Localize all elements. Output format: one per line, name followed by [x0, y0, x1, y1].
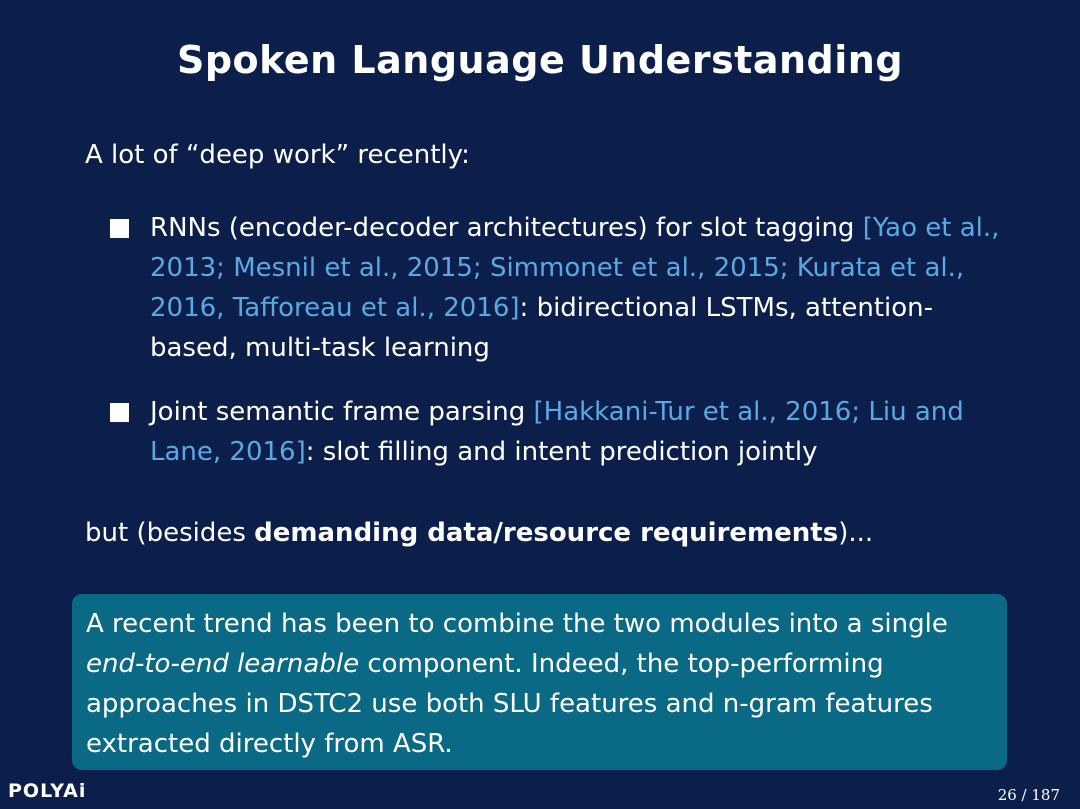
slide-title: Spoken Language Understanding	[176, 38, 904, 82]
square-bullet-icon	[110, 403, 129, 422]
citation-link[interactable]: [Yao et al., 2013; Mesnil et al., 2015; Simmonet et al., 2015; Kurata et al., 2016, Tafforeau et al., 2016]	[150, 213, 1000, 323]
bullet-item-joint-parsing	[110, 392, 1010, 472]
highlight-emphasis: end-to-end learnable	[86, 649, 360, 679]
but-line	[85, 518, 873, 548]
square-bullet-icon	[110, 219, 129, 238]
citation-link[interactable]: [Hakkani-Tur et al., 2016; Liu and Lane, 2016]	[150, 397, 964, 467]
bullet-item-rnns	[110, 208, 1010, 368]
bullet-text: Joint semantic frame parsing	[150, 397, 534, 427]
bullet-list	[110, 208, 1010, 472]
but-line-text-end: )...	[838, 518, 874, 548]
polyai-logo: POLYAi	[8, 780, 87, 802]
intro-text: A lot of “deep work” recently:	[85, 140, 470, 170]
but-line-bold: demanding data/resource requirements	[254, 518, 839, 548]
highlight-text-end: component. Indeed, the top-performing approaches in DSTC2 use both SLU features and n-gram features extracted directly from ASR.	[86, 649, 933, 759]
bullet-text: RNNs (encoder-decoder architectures) for slot tagging	[150, 213, 863, 243]
but-line-text: but (besides	[85, 518, 255, 548]
highlight-box	[72, 594, 1007, 770]
highlight-text: A recent trend has been to combine the two modules into a single	[86, 609, 948, 639]
bullet-text: : slot filling and intent prediction jointly	[305, 437, 818, 467]
bullet-text: : bidirectional LSTMs, attention-based, multi-task learning	[150, 293, 934, 363]
page-number: 26 / 187	[997, 786, 1060, 804]
